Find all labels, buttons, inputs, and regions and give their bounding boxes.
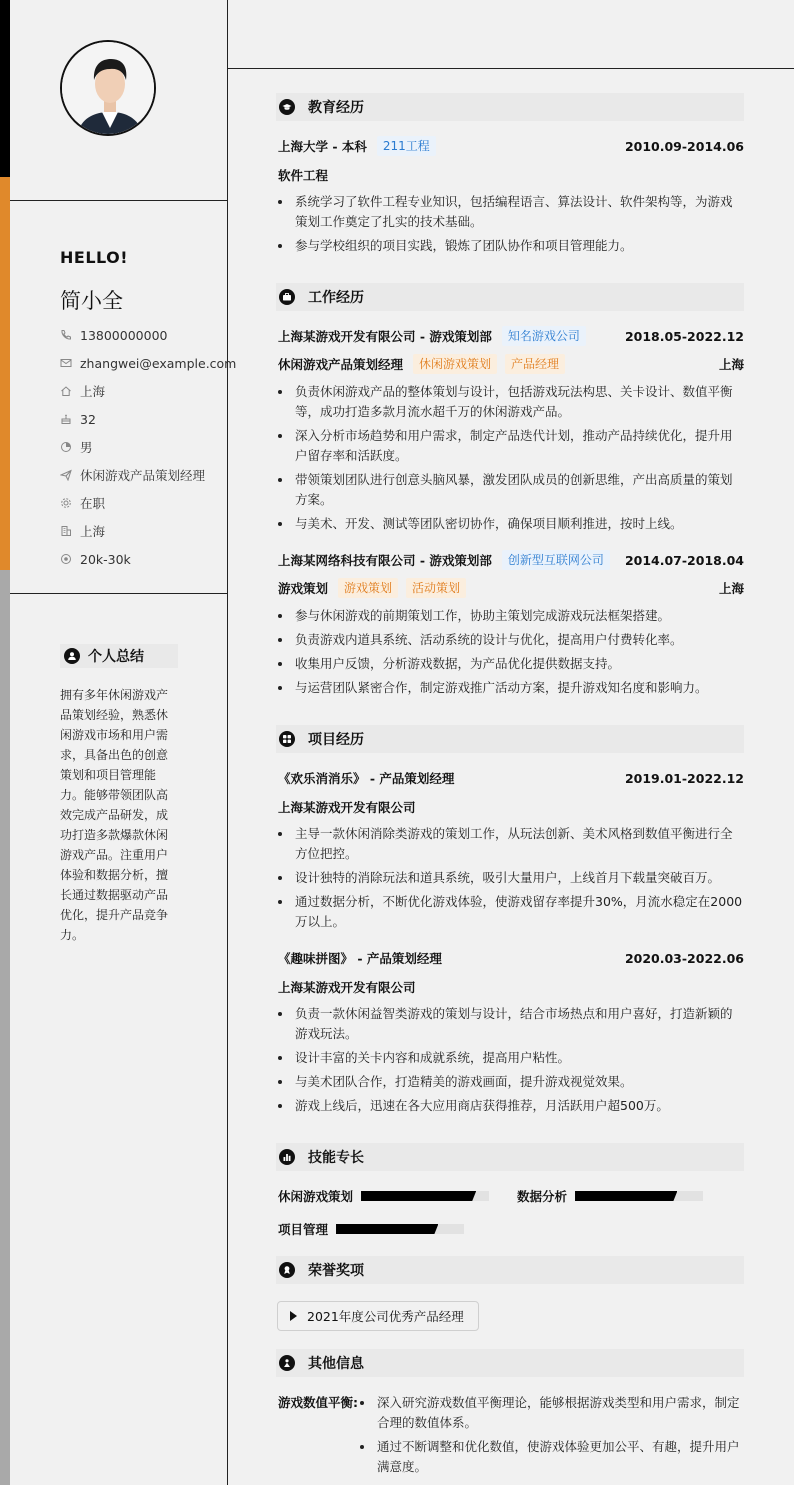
job-2-bullets — [278, 606, 744, 702]
graduation-cap-icon — [279, 99, 295, 115]
project-2-bullets — [278, 1004, 744, 1120]
list-item: 带领策划团队进行创意头脑风暴，激发团队成员的创新思维，产出高质量的策划方案。 — [278, 470, 744, 510]
summary-heading — [60, 644, 178, 668]
job-2-period: 2014.07-2018.04 — [624, 552, 744, 568]
education-title: 教育经历 — [308, 100, 364, 116]
project-1-name: 《欢乐消消乐》 - 产品策划经理 — [278, 771, 455, 786]
header-divider — [228, 68, 794, 69]
skills-heading — [276, 1143, 744, 1171]
skill-name: 休闲游戏策划 — [278, 1189, 354, 1204]
info-status — [60, 494, 105, 512]
projects-title: 项目经历 — [308, 732, 364, 748]
info-salary — [60, 550, 131, 568]
accent-bar — [0, 0, 10, 1485]
briefcase-icon — [279, 289, 295, 305]
education-major: 软件工程 — [278, 168, 329, 183]
skills-title: 技能专长 — [308, 1150, 364, 1166]
award-item[interactable] — [277, 1301, 479, 1331]
job-1-position: 休闲游戏产品策划经理 — [278, 357, 404, 372]
job-1-city: 上海 — [718, 357, 744, 372]
projects-heading — [276, 725, 744, 753]
skill-item — [517, 1186, 703, 1206]
job-2-position-row — [278, 578, 744, 598]
info-work-city-text: 上海 — [80, 524, 106, 539]
info-position — [60, 466, 205, 484]
list-item: 参与学校组织的项目实践，锻炼了团队协作和项目管理能力。 — [278, 236, 744, 256]
skill-bar-fill — [361, 1191, 476, 1201]
list-item: 负责休闲游戏产品的整体策划与设计，包括游戏玩法构思、关卡设计、数值平衡等，成功打造多款月流水超千万的休闲游戏产品。 — [278, 382, 744, 422]
info-email — [60, 354, 236, 372]
education-school: 上海大学 - 本科 — [278, 139, 367, 154]
list-item: 与美术团队合作，打造精美的游戏画面，提升游戏视觉效果。 — [278, 1072, 744, 1092]
job-2-header — [278, 550, 744, 570]
skill-bar — [336, 1224, 464, 1234]
project-2-name: 《趣味拼图》 - 产品策划经理 — [278, 951, 442, 966]
gear-icon — [60, 497, 72, 509]
gender-icon — [60, 441, 72, 453]
skill-item — [278, 1186, 489, 1206]
list-item: 系统学习了软件工程专业知识，包括编程语言、算法设计、软件架构等，为游戏策划工作奠定了扎实的技术基础。 — [278, 192, 744, 232]
honors-heading — [276, 1256, 744, 1284]
list-item: 通过不断调整和优化数值，使游戏体验更加公平、有趣，提升用户满意度。 — [360, 1437, 744, 1477]
user-icon — [64, 648, 80, 664]
project-2-header — [278, 948, 744, 968]
grid-icon — [279, 731, 295, 747]
project-2-company: 上海某游戏开发有限公司 — [278, 980, 416, 995]
other-heading — [276, 1349, 744, 1377]
job-1-company-tag: 知名游戏公司 — [502, 326, 586, 346]
job-2-tag-2: 活动策划 — [406, 578, 466, 598]
skill-bar — [361, 1191, 489, 1201]
list-item: 设计丰富的关卡内容和成就系统，提高用户粘性。 — [278, 1048, 744, 1068]
info-phone-text: 13800000000 — [80, 327, 168, 343]
summary-title: 个人总结 — [88, 649, 144, 665]
education-tag: 211工程 — [377, 136, 436, 156]
list-item: 深入分析市场趋势和用户需求，制定产品迭代计划，推动产品持续优化，提升用户留存率和活跃度。 — [278, 426, 744, 466]
project-1-period: 2019.01-2022.12 — [624, 770, 744, 786]
project-1-header — [278, 768, 744, 788]
sidebar-divider-top — [10, 200, 227, 201]
project-1-company: 上海某游戏开发有限公司 — [278, 800, 416, 815]
info-location — [60, 382, 105, 400]
info-gender-text: 男 — [80, 440, 93, 455]
job-2-tag-1: 游戏策划 — [338, 578, 398, 598]
job-1-tag-2: 产品经理 — [505, 354, 565, 374]
info-position-text: 休闲游戏产品策划经理 — [80, 468, 206, 483]
skill-name: 数据分析 — [517, 1189, 568, 1204]
list-item: 与美术、开发、测试等团队密切协作，确保项目顺利推进，按时上线。 — [278, 514, 744, 534]
skill-bar-fill — [336, 1224, 438, 1234]
work-title: 工作经历 — [308, 290, 364, 306]
education-period: 2010.09-2014.06 — [624, 138, 744, 154]
job-1-header — [278, 326, 744, 346]
job-1-company: 上海某游戏开发有限公司 - 游戏策划部 — [278, 329, 492, 344]
honors-title: 荣誉奖项 — [308, 1263, 364, 1279]
job-1-bullets — [278, 382, 744, 538]
education-row — [278, 136, 744, 156]
job-2-company: 上海某网络科技有限公司 - 游戏策划部 — [278, 553, 492, 568]
sidebar-divider — [227, 0, 228, 1485]
info-location-text: 上海 — [80, 384, 106, 399]
job-1-tag-1: 休闲游戏策划 — [413, 354, 497, 374]
list-item: 通过数据分析，不断优化游戏体验，使游戏留存率提升30%，月流水稳定在2000万以上。 — [278, 892, 744, 932]
hello-heading: HELLO! — [60, 248, 129, 267]
list-item: 收集用户反馈，分析游戏数据，为产品优化提供数据支持。 — [278, 654, 744, 674]
skill-item — [278, 1219, 464, 1239]
job-1-period: 2018.05-2022.12 — [624, 328, 744, 344]
summary-text: 拥有多年休闲游戏产品策划经验，熟悉休闲游戏市场和用户需求，具备出色的创意策划和项目管理能力。能够带领团队高效完成产品研发，成功打造多款爆款休闲游戏产品。注重用户体验和数据分析，擅长通过数据驱动产品优化，提升产品竞争力。 — [60, 688, 169, 942]
info-age — [60, 410, 96, 428]
list-item: 主导一款休闲消除类游戏的策划工作，从玩法创新、美术风格到数值平衡进行全方位把控。 — [278, 824, 744, 864]
job-2-company-tag: 创新型互联网公司 — [502, 550, 610, 570]
info-status-text: 在职 — [80, 496, 106, 511]
job-1-position-row — [278, 354, 744, 374]
list-item: 游戏上线后，迅速在各大应用商店获得推荐，月活跃用户超500万。 — [278, 1096, 744, 1116]
list-item: 负责一款休闲益智类游戏的策划与设计，结合市场热点和用户喜好，打造新颖的游戏玩法。 — [278, 1004, 744, 1044]
award-text: 2021年度公司优秀产品经理 — [307, 1309, 464, 1324]
mail-icon — [60, 357, 72, 369]
avatar — [60, 40, 156, 136]
info-email-text: zhangwei@example.com — [80, 355, 237, 371]
candidate-name: 简小全 — [60, 289, 123, 313]
other-bullets — [360, 1393, 744, 1481]
info-work-city — [60, 522, 105, 540]
play-icon — [290, 1311, 297, 1321]
list-item: 深入研究游戏数值平衡理论，能够根据游戏类型和用户需求，制定合理的数值体系。 — [360, 1393, 744, 1433]
other-label: 游戏数值平衡: — [278, 1395, 358, 1410]
award-icon — [279, 1262, 295, 1278]
sidebar-divider-bottom — [10, 593, 227, 594]
list-item: 与运营团队紧密合作，制定游戏推广活动方案，提升游戏知名度和影响力。 — [278, 678, 744, 698]
skill-name: 项目管理 — [278, 1222, 329, 1237]
building-icon — [60, 525, 72, 537]
job-2-position: 游戏策划 — [278, 581, 329, 596]
info-salary-text: 20k-30k — [80, 551, 131, 567]
coin-icon — [60, 553, 72, 565]
send-icon — [60, 469, 72, 481]
skill-bar-fill — [575, 1191, 677, 1201]
phone-icon — [60, 329, 72, 341]
info-phone — [60, 326, 167, 344]
skill-bar — [575, 1191, 703, 1201]
project-1-bullets — [278, 824, 744, 936]
list-item: 负责游戏内道具系统、活动系统的设计与优化，提高用户付费转化率。 — [278, 630, 744, 650]
job-2-city: 上海 — [718, 581, 744, 596]
info-age-text: 32 — [80, 411, 96, 427]
list-item: 设计独特的消除玩法和道具系统，吸引大量用户，上线首月下载量突破百万。 — [278, 868, 744, 888]
education-bullets — [278, 192, 744, 260]
info-gender — [60, 438, 93, 456]
work-heading — [276, 283, 744, 311]
home-icon — [60, 385, 72, 397]
cake-icon — [60, 413, 72, 425]
list-item: 参与休闲游戏的前期策划工作，协助主策划完成游戏玩法框架搭建。 — [278, 606, 744, 626]
education-heading — [276, 93, 744, 121]
bar-chart-icon — [279, 1149, 295, 1165]
user-group-icon — [279, 1355, 295, 1371]
project-2-period: 2020.03-2022.06 — [624, 950, 744, 966]
other-title: 其他信息 — [308, 1356, 364, 1372]
